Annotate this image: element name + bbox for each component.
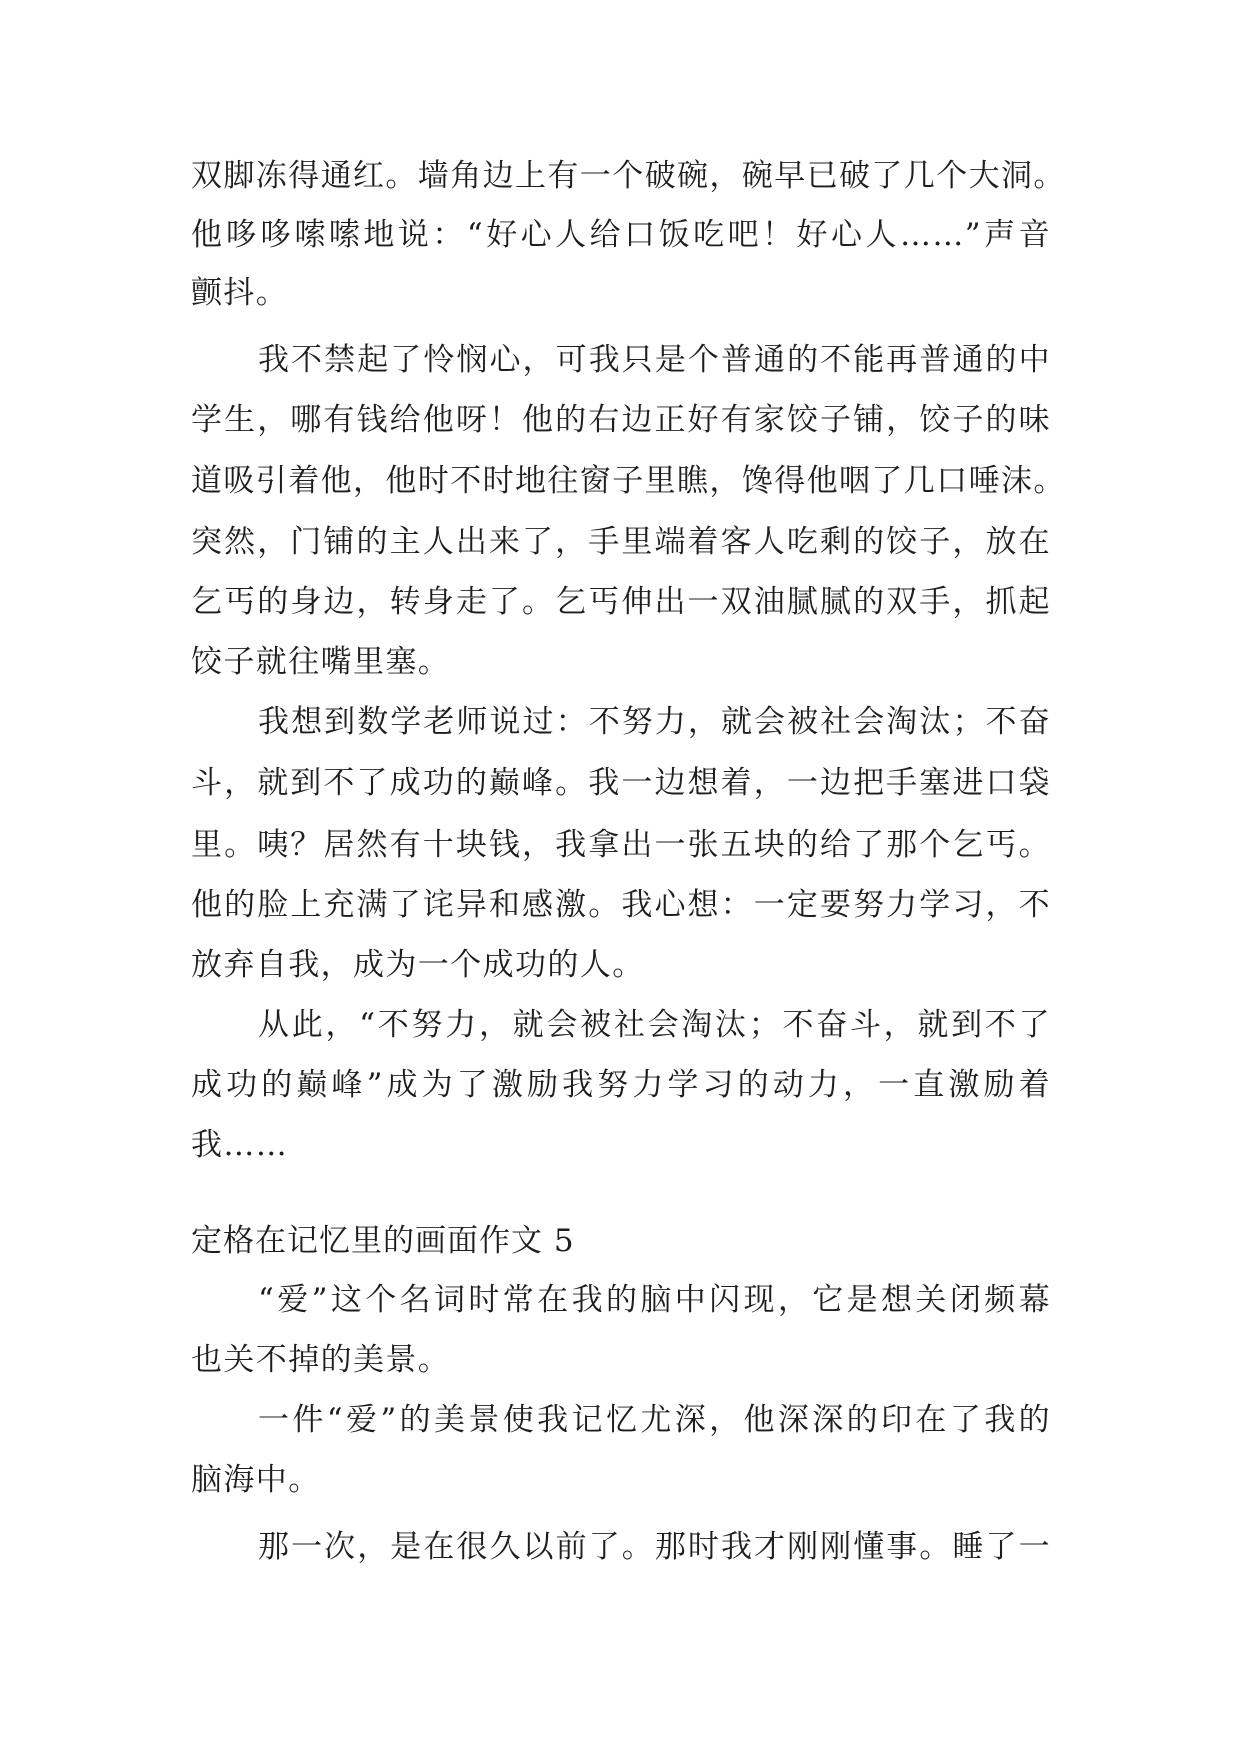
paragraph-line: 乞丐的身边，转身走了。乞丐伸出一双油腻腻的双手，抓起 [191, 584, 1051, 620]
paragraph-line: 成功的巅峰”成为了激励我努力学习的动力，一直激励着 [191, 1067, 1051, 1103]
paragraph-line: 饺子就往嘴里塞。 [191, 644, 451, 680]
section-title: 定格在记忆里的画面作文 5 [191, 1223, 575, 1259]
paragraph-line: 放弃自我，成为一个成功的人。 [191, 947, 645, 983]
paragraph-line: 我想到数学老师说过：不努力，就会被社会淘汰；不奋 [258, 704, 1051, 740]
paragraph-line: 我不禁起了怜悯心，可我只是个普通的不能再普通的中 [258, 342, 1051, 378]
paragraph-line: 我…… [191, 1127, 289, 1163]
paragraph-line: 脑海中。 [191, 1462, 321, 1498]
paragraph-line: 也关不掉的美景。 [191, 1342, 451, 1378]
paragraph-line: 学生，哪有钱给他呀！他的右边正好有家饺子铺，饺子的味 [191, 402, 1051, 438]
paragraph-line: 里。咦？居然有十块钱，我拿出一张五块的给了那个乞丐。 [191, 827, 1051, 863]
paragraph-line: 道吸引着他，他时不时地往窗子里瞧，馋得他咽了几口唾沫。 [191, 463, 1066, 499]
paragraph-line: 双脚冻得通红。墙角边上有一个破碗，碗早已破了几个大洞。 [191, 158, 1066, 194]
paragraph-line: 颤抖。 [191, 275, 289, 311]
paragraph-line: 斗，就到不了成功的巅峰。我一边想着，一边把手塞进口袋 [191, 765, 1051, 801]
paragraph-line: 那一次，是在很久以前了。那时我才刚刚懂事。睡了一 [258, 1529, 1051, 1565]
paragraph-line: “爱”这个名词时常在我的脑中闪现，它是想关闭频幕 [258, 1282, 1051, 1318]
paragraph-line: 他哆哆嗦嗦地说：“好心人给口饭吃吧！好心人……”声音 [191, 217, 1052, 253]
paragraph-line: 他的脸上充满了诧异和感激。我心想：一定要努力学习，不 [191, 887, 1051, 923]
paragraph-line: 一件“爱”的美景使我记忆尤深，他深深的印在了我的 [258, 1402, 1051, 1438]
paragraph-line: 从此，“不努力，就会被社会淘汰；不奋斗，就到不了 [258, 1007, 1051, 1043]
paragraph-line: 突然，门铺的主人出来了，手里端着客人吃剩的饺子，放在 [191, 524, 1051, 560]
